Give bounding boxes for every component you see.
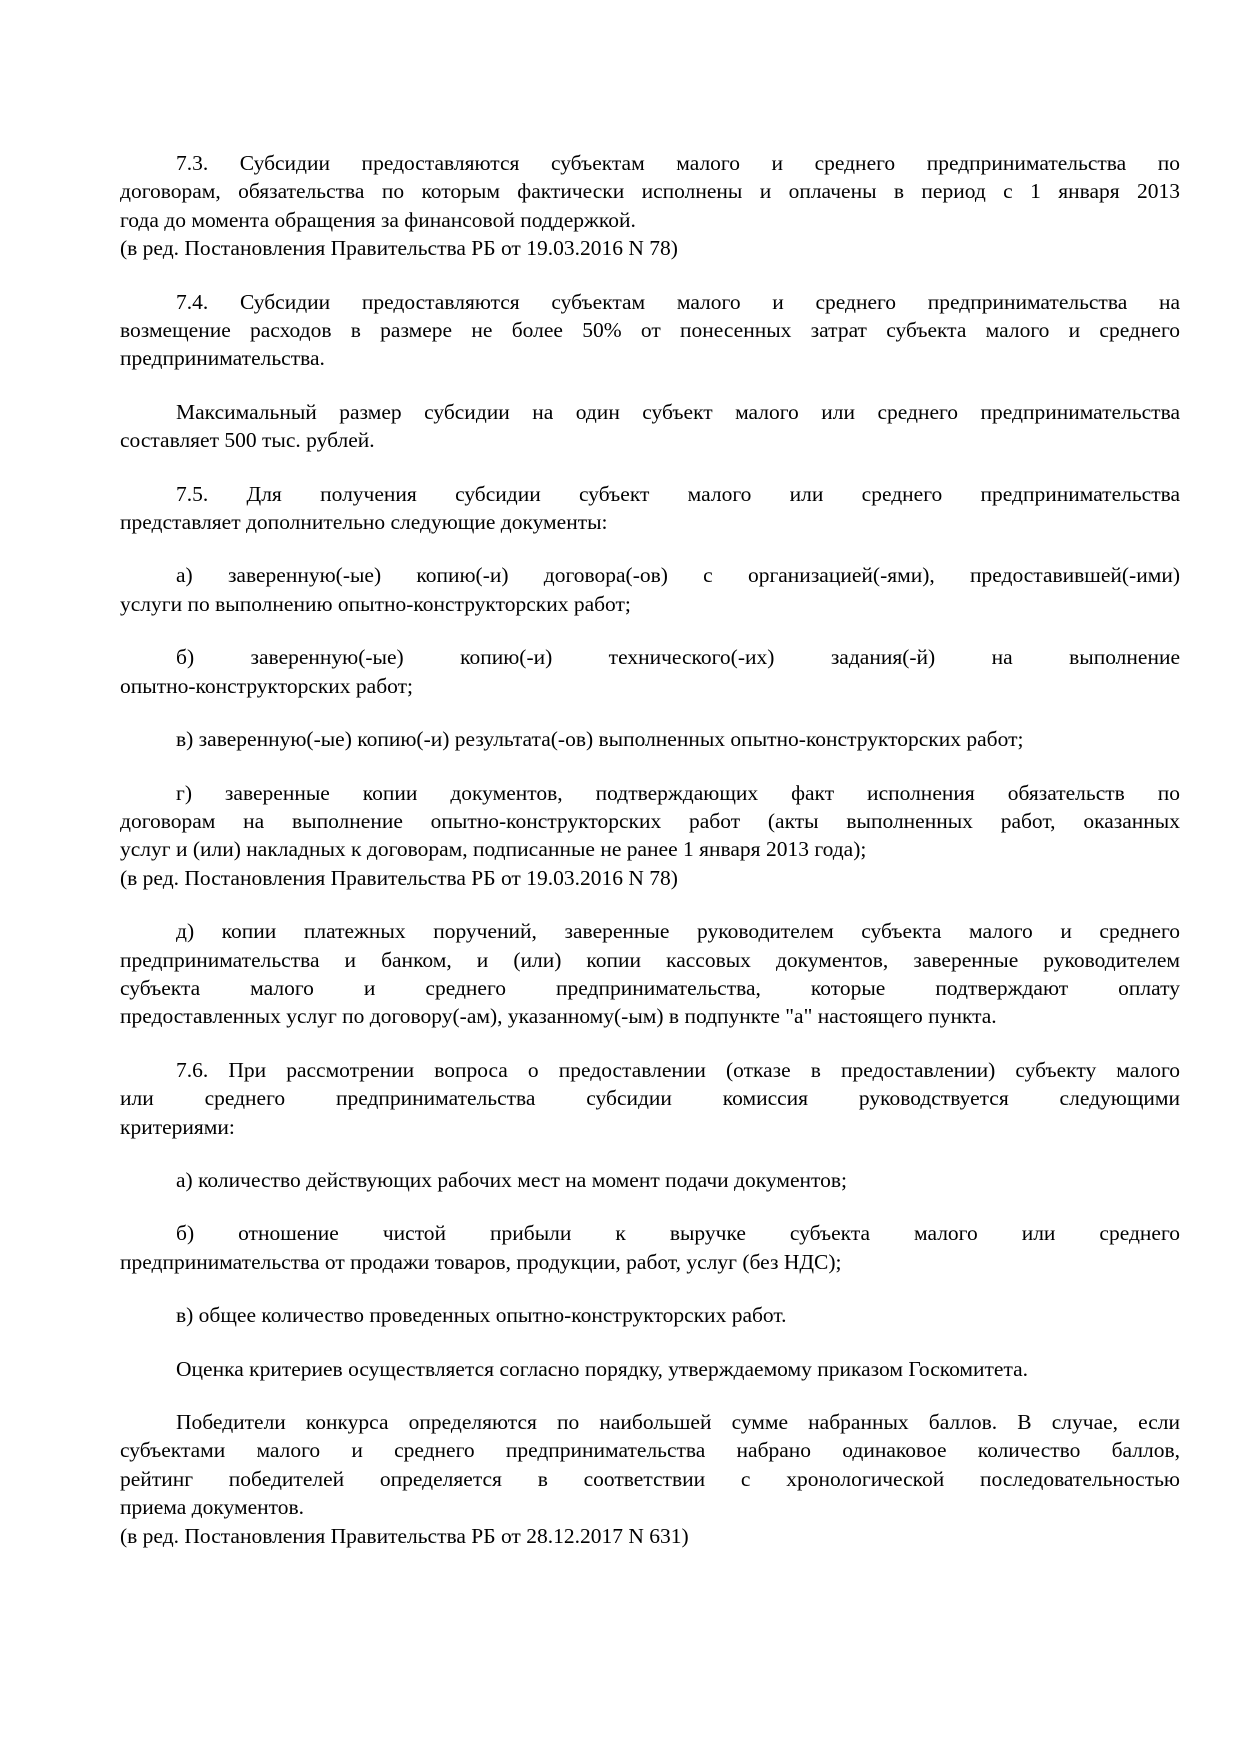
text-line: возмещение расходов в размере не более 50% от понесенных затрат субъекта малого и среднего <box>120 318 1180 343</box>
paragraph <box>120 1219 1180 1276</box>
text-line: Максимальный размер субсидии на один субъект малого или среднего предпринимательства <box>176 399 1180 424</box>
paragraph <box>120 561 1180 618</box>
text-line: в) общее количество проведенных опытно-конструкторских работ. <box>176 1303 787 1328</box>
text-line: предоставленных услуг по договору(-ам), указанному(-ым) в подпункте "а" настоящего пункта. <box>120 1004 997 1029</box>
paragraph <box>120 1301 1180 1329</box>
text-line: (в ред. Постановления Правительства РБ от 19.03.2016 N 78) <box>120 865 678 890</box>
text-line: а) заверенную(-ые) копию(-и) договора(-ов) с организацией(-ями), предоставившей(-ими) <box>176 563 1180 588</box>
paragraph <box>120 725 1180 753</box>
text-line: Оценка критериев осуществляется согласно порядку, утверждаемому приказом Госкомитета. <box>176 1356 1029 1381</box>
text-line: или среднего предпринимательства субсидии комиссия руководствуется следующими <box>120 1086 1180 1111</box>
text-line: а) количество действующих рабочих мест на момент подачи документов; <box>176 1167 847 1192</box>
paragraph <box>120 398 1180 455</box>
paragraph <box>120 864 1180 892</box>
paragraph <box>120 1522 1180 1550</box>
text-line: критериями: <box>120 1114 235 1139</box>
text-line: предпринимательства от продажи товаров, продукции, работ, услуг (без НДС); <box>120 1249 842 1274</box>
text-line: приема документов. <box>120 1495 305 1520</box>
text-line: 7.6. При рассмотрении вопроса о предоставлении (отказе в предоставлении) субъекту малого <box>176 1057 1180 1082</box>
text-line: рейтинг победителей определяется в соответствии с хронологической последовательностью <box>120 1466 1180 1491</box>
text-line: договорам на выполнение опытно-конструкторских работ (акты выполненных работ, оказанных <box>120 808 1180 833</box>
paragraph <box>120 480 1180 537</box>
text-line: Победители конкурса определяются по наибольшей сумме набранных баллов. В случае, если <box>176 1410 1180 1434</box>
text-line: г) заверенные копии документов, подтверждающих факт исполнения обязательств по <box>176 780 1180 805</box>
text-line: 7.5. Для получения субсидии субъект малого или среднего предпринимательства <box>176 481 1180 506</box>
paragraph <box>120 1408 1180 1522</box>
paragraph <box>120 149 1180 234</box>
text-line: 7.3. Субсидии предоставляются субъектам малого и среднего предпринимательства по <box>176 151 1180 175</box>
text-line: б) заверенную(-ые) копию(-и) технического(-их) задания(-й) на выполнение <box>176 645 1180 670</box>
text-line: услуг и (или) накладных к договорам, подписанные не ранее 1 января 2013 года); <box>120 837 867 862</box>
paragraph <box>120 1166 1180 1194</box>
text-line: представляет дополнительно следующие документы: <box>120 510 608 535</box>
text-line: договорам, обязательства по которым фактически исполнены и оплачены в период с 1 января 2013 <box>120 179 1180 204</box>
text-line: предпринимательства и банком, и (или) копии кассовых документов, заверенные руководителем <box>120 947 1180 972</box>
text-line: года до момента обращения за финансовой поддержкой. <box>120 207 636 232</box>
paragraph <box>120 1355 1180 1383</box>
paragraph <box>120 288 1180 373</box>
text-line: услуги по выполнению опытно-конструкторских работ; <box>120 591 631 616</box>
text-line: предпринимательства. <box>120 346 325 371</box>
text-line: в) заверенную(-ые) копию(-и) результата(-ов) выполненных опытно-конструкторских работ; <box>176 727 1024 752</box>
text-line: опытно-конструкторских работ; <box>120 673 414 698</box>
paragraph <box>120 643 1180 700</box>
text-line: (в ред. Постановления Правительства РБ от 28.12.2017 N 631) <box>120 1523 689 1548</box>
paragraph <box>120 234 1180 262</box>
text-line: субъектами малого и среднего предпринимательства набрано одинаковое количество баллов, <box>120 1438 1180 1463</box>
text-line: (в ред. Постановления Правительства РБ от 19.03.2016 N 78) <box>120 236 678 261</box>
text-line: субъекта малого и среднего предпринимательства, которые подтверждают оплату <box>120 975 1180 1000</box>
text-line: 7.4. Субсидии предоставляются субъектам малого и среднего предпринимательства на <box>176 289 1180 314</box>
paragraph <box>120 917 1180 1031</box>
text-line: составляет 500 тыс. рублей. <box>120 428 375 453</box>
document-page <box>120 149 1180 1575</box>
paragraph <box>120 1056 1180 1141</box>
text-line: д) копии платежных поручений, заверенные руководителем субъекта малого и среднего <box>176 919 1180 944</box>
text-line: б) отношение чистой прибыли к выручке субъекта малого или среднего <box>176 1221 1180 1246</box>
paragraph <box>120 779 1180 864</box>
